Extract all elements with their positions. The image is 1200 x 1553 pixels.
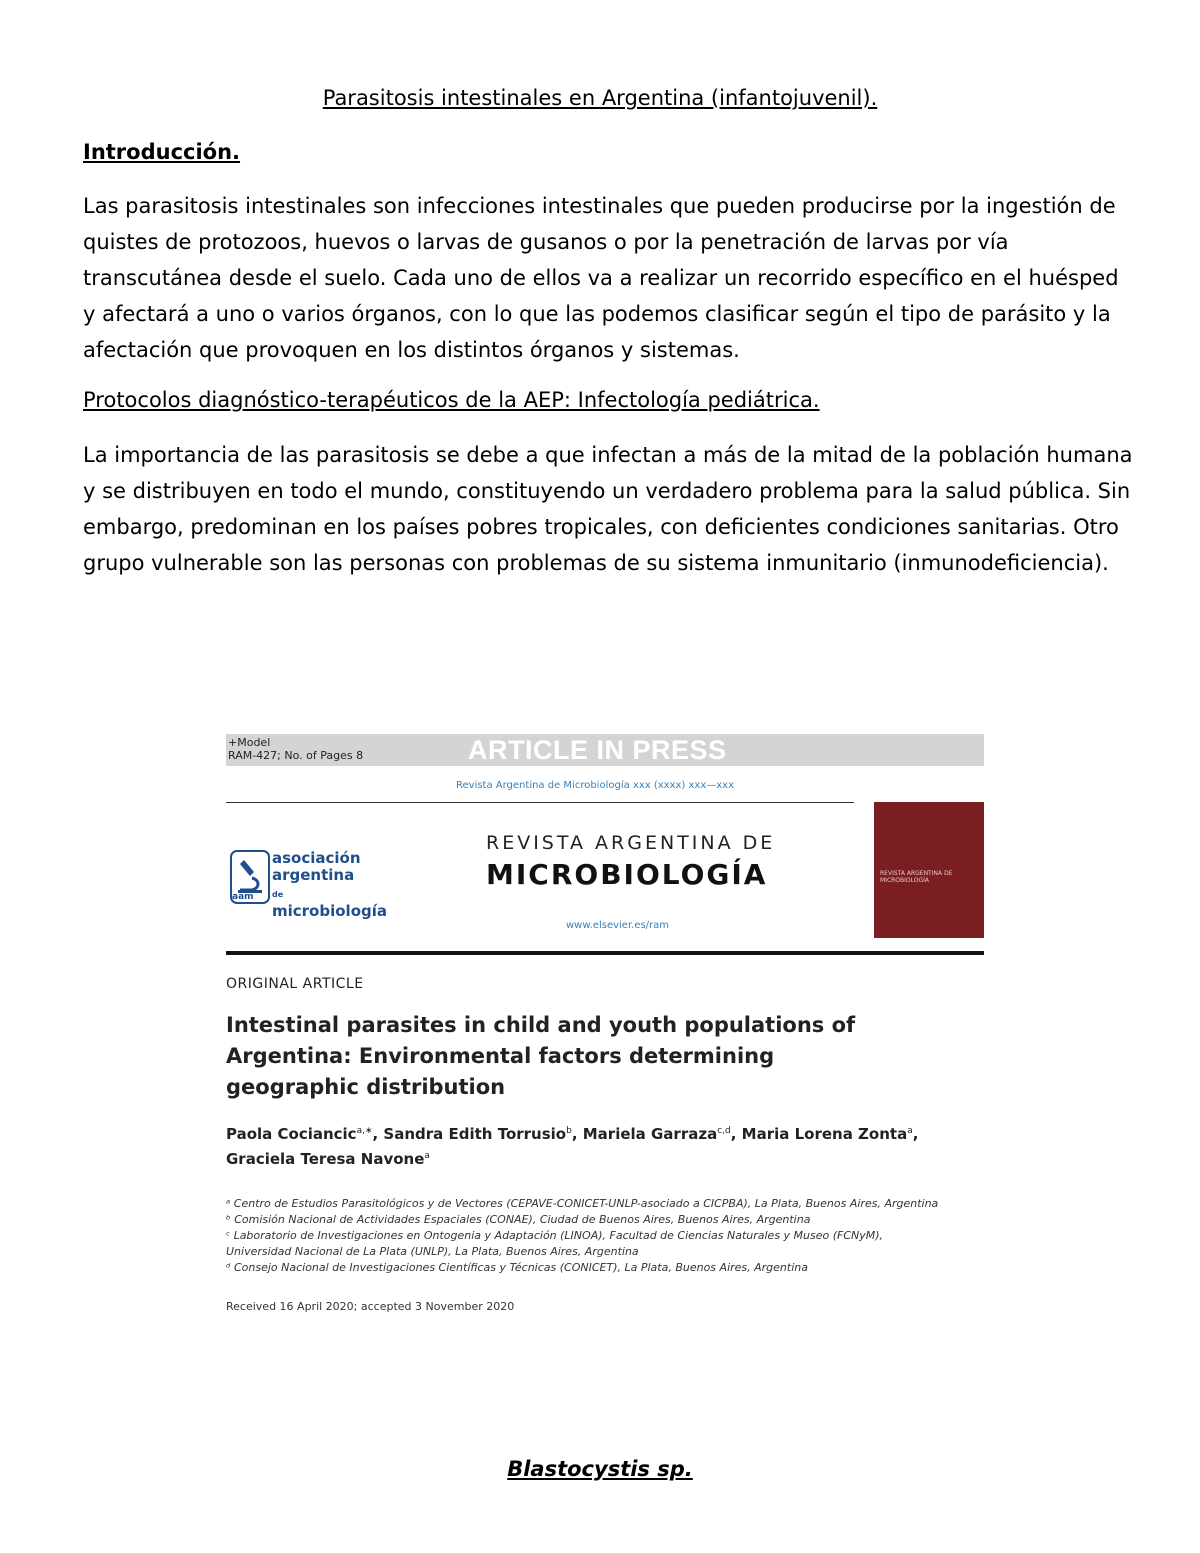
affiliation: Universidad Nacional de La Plata (UNLP), La Plata, Buenos Aires, Argentina xyxy=(226,1245,639,1258)
journal-name-main: MICROBIOLOGÍA xyxy=(486,858,768,891)
affiliation: ᵃ Centro de Estudios Parasitológicos y de Vectores (CEPAVE-CONICET-UNLP-asociado a CICPBA), La Plata, Buenos Aires, Argentina xyxy=(226,1197,939,1210)
affiliation: ᵇ Comisión Nacional de Actividades Espaciales (CONAE), Ciudad de Buenos Aires, Buenos Aires, Argentina xyxy=(226,1213,811,1226)
author-name: Graciela Teresa Navone xyxy=(226,1150,425,1168)
article-in-press-bar xyxy=(226,734,984,766)
author-affiliation-mark: a xyxy=(424,1151,430,1161)
author-affiliation-mark: b xyxy=(566,1126,572,1136)
logo-line: argentina xyxy=(272,866,355,884)
intro-heading: Introducción. xyxy=(83,140,241,164)
thick-divider xyxy=(226,951,984,955)
document-title: Parasitosis intestinales en Argentina (infantojuvenil). xyxy=(322,86,878,110)
author-name: Maria Lorena Zonta xyxy=(741,1125,908,1143)
model-line: +Model xyxy=(228,736,271,749)
blastocystis-heading: Blastocystis sp. xyxy=(507,1457,693,1481)
press-label: ARTICLE IN PRESS xyxy=(468,735,727,765)
affiliation: ᵈ Consejo Nacional de Investigaciones Científicas y Técnicas (CONICET), La Plata, Buenos Aires, Argentina xyxy=(226,1261,808,1274)
intro-paragraph: Las parasitosis intestinales son infecciones intestinales que pueden producirse por la ingestión de quistes de protozoos, huevos o larvas de gusanos o por la penetración de larvas por vía transcutánea desde el suelo. Cada uno de ellos va a realizar un recorrido específico en el huésped y afectará a uno o varios órganos, con lo que las podemos clasificar según el tipo de parásito y la afectación que provoquen en los distintos órganos y sistemas. xyxy=(83,194,1119,362)
protocol-paragraph: La importancia de las parasitosis se debe a que infectan a más de la mitad de la población humana y se distribuyen en todo el mundo, constituyendo un verdadero problema para la salud pública. Sin embargo, predominan en los países pobres tropicales, con deficientes condiciones sanitarias. Otro grupo vulnerable son las personas con problemas de su sistema inmunitario (inmunodeficiencia). xyxy=(83,443,1133,575)
society-logo-text xyxy=(272,850,387,920)
author-affiliation-mark: a,∗ xyxy=(356,1126,373,1136)
author-affiliation-mark: c,d xyxy=(717,1126,731,1136)
protocol-heading: Protocolos diagnóstico-terapéuticos de la AEP: Infectología pediátrica. xyxy=(83,388,820,412)
affiliation-list xyxy=(226,1196,984,1276)
journal-url: www.elsevier.es/ram xyxy=(566,920,670,931)
author-list xyxy=(226,1120,984,1170)
cover-line: REVISTA ARGENTINA DE xyxy=(880,870,953,877)
author-name: Paola Cociancic xyxy=(226,1125,357,1143)
article-screenshot xyxy=(226,734,984,1324)
author-separator: , xyxy=(571,1125,583,1143)
model-info xyxy=(228,736,363,762)
logo-line-2 xyxy=(272,867,387,903)
cover-text xyxy=(880,870,952,884)
article-type: ORIGINAL ARTICLE xyxy=(226,976,364,992)
journal-name-top: REVISTA ARGENTINA DE xyxy=(486,832,776,854)
author-separator: , xyxy=(730,1125,742,1143)
logo-line-small: de xyxy=(272,890,284,899)
author-separator: , xyxy=(372,1125,384,1143)
author-name: Sandra Edith Torrusio xyxy=(383,1125,567,1143)
pages-line: RAM-427; No. of Pages 8 xyxy=(228,749,364,762)
logo-line: microbiología xyxy=(272,902,387,920)
author-separator: , xyxy=(912,1125,919,1143)
received-dates: Received 16 April 2020; accepted 3 November 2020 xyxy=(226,1300,515,1313)
author-affiliation-mark: a xyxy=(907,1126,913,1136)
cover-line: MICROBIOLOGÍA xyxy=(880,877,930,884)
header-divider xyxy=(226,802,854,803)
affiliation: ᶜ Laboratorio de Investigaciones en Ontogenia y Adaptación (LINOA), Facultad de Ciencias Naturales y Museo (FCNyM), xyxy=(226,1229,884,1242)
logo-abbreviation: aam xyxy=(232,892,254,902)
journal-cover-image xyxy=(874,802,984,938)
article-title: Intestinal parasites in child and youth populations of Argentina: Environmental factors determining geographic distribution xyxy=(226,1013,856,1099)
author-name: Mariela Garraza xyxy=(582,1125,718,1143)
journal-reference: Revista Argentina de Microbiología xxx (xxxx) xxx—xxx xyxy=(456,780,735,791)
logo-line: asociación xyxy=(272,849,361,867)
